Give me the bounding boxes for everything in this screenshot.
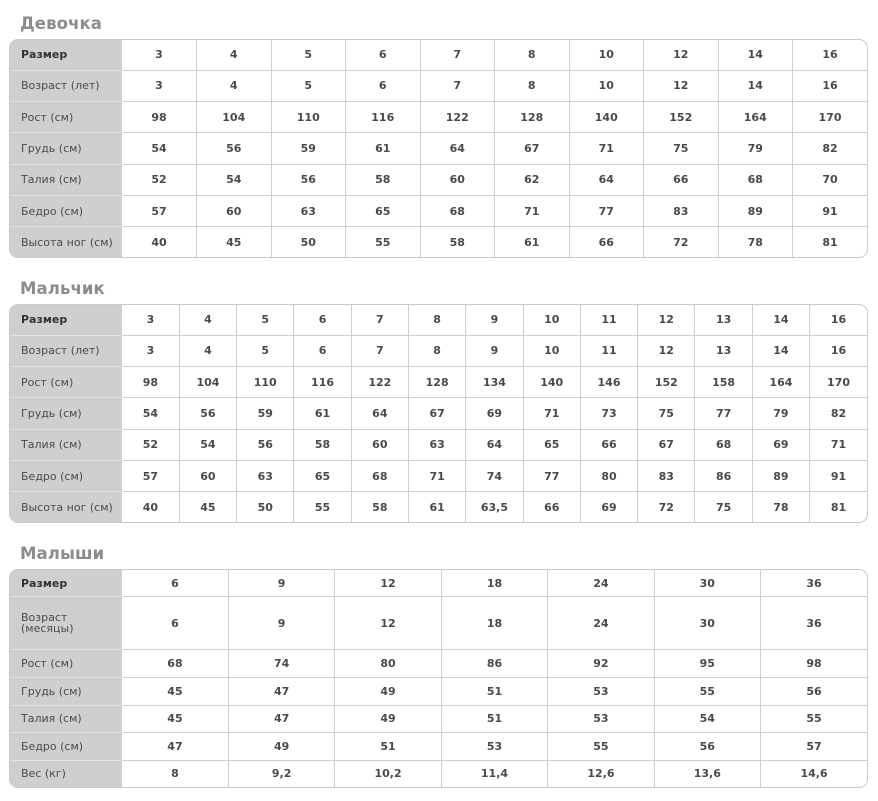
table-cell: 6 <box>346 70 421 101</box>
table-cell: 68 <box>351 461 408 492</box>
row-label: Размер <box>10 305 122 335</box>
table-row <box>10 70 867 101</box>
table-cell: 12 <box>644 70 719 101</box>
size-header-cell: 24 <box>548 570 654 597</box>
table-cell: 98 <box>122 101 197 132</box>
table-cell: 91 <box>793 196 868 227</box>
table-cell: 92 <box>548 650 654 678</box>
table-cell: 89 <box>752 461 809 492</box>
size-table-grid <box>10 570 867 787</box>
table-cell: 81 <box>822 235 838 249</box>
table-cell: 71 <box>810 429 867 460</box>
table-cell: 77 <box>569 196 644 227</box>
table-cell: 63 <box>408 429 465 460</box>
table-cell: 152 <box>644 101 719 132</box>
table-cell: 68 <box>718 164 793 195</box>
table-cell: 61 <box>495 227 570 257</box>
row-label: Рост (см) <box>10 366 122 397</box>
table-cell: 104 <box>179 366 236 397</box>
table-cell: 140 <box>569 101 644 132</box>
table-cell: 55 <box>548 733 654 761</box>
table-cell: 56 <box>237 429 294 460</box>
table-cell: 79 <box>752 398 809 429</box>
table-cell: 16 <box>793 70 868 101</box>
table-cell: 89 <box>718 196 793 227</box>
table-cell: 47 <box>228 705 334 733</box>
table-row <box>10 227 867 257</box>
size-header-cell: 12 <box>335 570 441 597</box>
row-label: Талия (см) <box>10 164 122 195</box>
table-cell: 86 <box>441 650 547 678</box>
table-cell: 158 <box>695 366 752 397</box>
section-title-baby: Малыши <box>20 544 105 563</box>
table-cell: 58 <box>294 429 351 460</box>
row-label: Рост (см) <box>10 650 122 678</box>
table-cell: 45 <box>179 492 236 522</box>
size-header-cell: 18 <box>441 570 547 597</box>
table-cell: 40 <box>122 227 197 257</box>
table-cell: 6 <box>294 335 351 366</box>
table-cell: 77 <box>695 398 752 429</box>
size-table-baby <box>9 569 868 788</box>
table-cell: 14,6 <box>800 767 828 781</box>
table-cell: 55 <box>761 705 867 733</box>
size-header-cell: 14 <box>752 305 809 335</box>
table-cell: 59 <box>271 133 346 164</box>
table-cell: 52 <box>122 164 197 195</box>
table-cell: 65 <box>294 461 351 492</box>
table-cell: 75 <box>644 133 719 164</box>
table-cell: 54 <box>179 429 236 460</box>
table-cell: 56 <box>179 398 236 429</box>
table-cell: 57 <box>122 461 179 492</box>
table-cell: 78 <box>752 492 809 522</box>
table-row <box>10 492 867 522</box>
table-row <box>10 733 867 761</box>
size-header-cell: 8 <box>408 305 465 335</box>
row-label: Возраст (месяцы) <box>10 597 122 650</box>
table-cell: 79 <box>718 133 793 164</box>
table-cell: 5 <box>237 335 294 366</box>
table-cell: 61 <box>294 398 351 429</box>
table-row <box>10 597 867 650</box>
size-header-cell: 3 <box>122 305 179 335</box>
table-cell: 68 <box>695 429 752 460</box>
table-cell: 146 <box>580 366 637 397</box>
size-header-cell: 30 <box>654 570 760 597</box>
table-cell: 7 <box>420 70 495 101</box>
table-cell: 30 <box>654 597 760 650</box>
table-row <box>10 164 867 195</box>
table-cell: 67 <box>495 133 570 164</box>
size-header-cell: 16 <box>810 305 867 335</box>
table-cell: 56 <box>271 164 346 195</box>
table-cell: 128 <box>495 101 570 132</box>
table-cell: 45 <box>197 227 272 257</box>
table-cell: 3 <box>122 70 197 101</box>
row-label: Размер <box>10 40 122 70</box>
table-cell: 71 <box>569 133 644 164</box>
table-row <box>10 196 867 227</box>
size-table-grid <box>10 40 867 257</box>
table-cell: 95 <box>654 650 760 678</box>
table-cell: 61 <box>408 492 465 522</box>
table-cell: 45 <box>122 705 228 733</box>
table-cell: 63,5 <box>466 492 523 522</box>
table-cell: 8 <box>495 70 570 101</box>
size-header-cell: 5 <box>237 305 294 335</box>
table-cell: 71 <box>495 196 570 227</box>
table-cell: 68 <box>420 196 495 227</box>
table-row <box>10 101 867 132</box>
table-cell: 72 <box>638 492 695 522</box>
table-row <box>10 705 867 733</box>
table-cell: 57 <box>761 733 867 761</box>
table-cell: 56 <box>197 133 272 164</box>
table-cell: 80 <box>580 461 637 492</box>
table-header-row <box>10 305 867 335</box>
table-cell: 11 <box>580 335 637 366</box>
table-cell: 13,6 <box>654 760 760 787</box>
size-header-cell: 8 <box>495 40 570 70</box>
table-cell: 61 <box>346 133 421 164</box>
table-cell: 65 <box>523 429 580 460</box>
table-cell: 9 <box>228 597 334 650</box>
table-row <box>10 677 867 705</box>
table-cell: 10 <box>523 335 580 366</box>
size-header-cell: 12 <box>638 305 695 335</box>
table-cell: 7 <box>351 335 408 366</box>
table-cell: 55 <box>654 677 760 705</box>
table-cell: 110 <box>237 366 294 397</box>
size-header-cell: 7 <box>420 40 495 70</box>
table-cell: 68 <box>122 650 228 678</box>
table-cell: 74 <box>228 650 334 678</box>
table-cell: 73 <box>580 398 637 429</box>
table-cell: 64 <box>569 164 644 195</box>
table-row <box>10 650 867 678</box>
size-header-cell: 3 <box>122 40 197 70</box>
size-table-girl <box>9 39 868 258</box>
table-cell: 63 <box>271 196 346 227</box>
table-cell: 66 <box>569 227 644 257</box>
table-cell: 51 <box>441 705 547 733</box>
row-label: Возраст (лет) <box>10 70 122 101</box>
row-label: Бедро (см) <box>10 733 122 761</box>
table-cell: 8 <box>408 335 465 366</box>
table-cell: 49 <box>228 733 334 761</box>
table-cell: 75 <box>695 492 752 522</box>
table-cell: 81 <box>830 500 847 514</box>
table-cell: 55 <box>346 227 421 257</box>
table-cell: 170 <box>810 366 867 397</box>
table-cell: 47 <box>228 677 334 705</box>
table-cell: 55 <box>294 492 351 522</box>
row-label: Грудь (см) <box>10 398 122 429</box>
row-label: Размер <box>10 570 122 597</box>
table-cell: 51 <box>335 733 441 761</box>
table-cell: 69 <box>752 429 809 460</box>
table-cell: 12,6 <box>548 760 654 787</box>
table-row <box>10 366 867 397</box>
table-cell: 116 <box>346 101 421 132</box>
row-label: Бедро (см) <box>10 461 122 492</box>
table-cell: 110 <box>271 101 346 132</box>
row-label: Бедро (см) <box>10 196 122 227</box>
table-cell: 60 <box>197 196 272 227</box>
table-cell: 56 <box>761 677 867 705</box>
table-cell: 54 <box>197 164 272 195</box>
table-cell: 67 <box>408 398 465 429</box>
table-row <box>10 133 867 164</box>
table-cell: 69 <box>466 398 523 429</box>
table-cell: 53 <box>548 677 654 705</box>
table-row <box>10 760 867 787</box>
table-cell: 12 <box>335 597 441 650</box>
table-cell: 60 <box>420 164 495 195</box>
table-cell: 13 <box>695 335 752 366</box>
table-cell: 9,2 <box>228 760 334 787</box>
row-label: Талия (см) <box>10 705 122 733</box>
table-cell: 18 <box>441 597 547 650</box>
table-cell: 122 <box>351 366 408 397</box>
size-header-cell: 6 <box>122 570 228 597</box>
table-cell: 3 <box>122 335 179 366</box>
table-cell: 128 <box>408 366 465 397</box>
size-header-cell: 36 <box>761 570 867 597</box>
table-row <box>10 429 867 460</box>
table-cell: 82 <box>810 398 867 429</box>
table-cell: 52 <box>122 429 179 460</box>
table-cell: 75 <box>638 398 695 429</box>
table-cell: 4 <box>179 335 236 366</box>
table-cell: 74 <box>466 461 523 492</box>
size-header-cell: 12 <box>644 40 719 70</box>
table-cell: 122 <box>420 101 495 132</box>
section-title-boy: Мальчик <box>20 279 105 298</box>
table-cell: 66 <box>580 429 637 460</box>
table-cell: 54 <box>122 398 179 429</box>
size-header-cell: 5 <box>271 40 346 70</box>
size-header-cell: 9 <box>466 305 523 335</box>
row-label: Грудь (см) <box>10 133 122 164</box>
row-label: Возраст (лет) <box>10 335 122 366</box>
table-cell: 60 <box>179 461 236 492</box>
table-cell: 104 <box>197 101 272 132</box>
size-header-cell: 13 <box>695 305 752 335</box>
table-cell: 86 <box>695 461 752 492</box>
table-cell: 9 <box>466 335 523 366</box>
table-cell: 77 <box>523 461 580 492</box>
table-cell: 70 <box>793 164 868 195</box>
table-cell: 58 <box>351 492 408 522</box>
table-cell: 64 <box>420 133 495 164</box>
table-cell: 59 <box>237 398 294 429</box>
row-label: Высота ног (см) <box>10 492 122 522</box>
table-cell: 12 <box>638 335 695 366</box>
table-cell: 134 <box>466 366 523 397</box>
table-cell: 170 <box>793 101 868 132</box>
table-cell: 47 <box>122 733 228 761</box>
table-cell: 152 <box>638 366 695 397</box>
size-header-cell: 16 <box>793 40 868 70</box>
size-table-grid <box>10 305 867 522</box>
table-cell: 80 <box>335 650 441 678</box>
table-cell: 8 <box>122 760 228 787</box>
table-header-row <box>10 570 867 597</box>
table-cell: 91 <box>810 461 867 492</box>
table-cell: 83 <box>638 461 695 492</box>
table-cell: 50 <box>271 227 346 257</box>
table-cell: 16 <box>810 335 867 366</box>
table-cell: 56 <box>654 733 760 761</box>
table-cell: 164 <box>752 366 809 397</box>
table-row <box>10 335 867 366</box>
table-cell: 98 <box>761 650 867 678</box>
row-label: Вес (кг) <box>10 760 122 787</box>
table-cell: 5 <box>271 70 346 101</box>
table-cell: 67 <box>638 429 695 460</box>
row-label: Грудь (см) <box>10 677 122 705</box>
size-header-cell: 14 <box>718 40 793 70</box>
table-cell: 40 <box>122 492 179 522</box>
table-cell: 62 <box>495 164 570 195</box>
size-header-cell: 9 <box>228 570 334 597</box>
table-cell: 63 <box>237 461 294 492</box>
table-cell: 64 <box>466 429 523 460</box>
table-cell: 116 <box>294 366 351 397</box>
size-header-cell: 4 <box>197 40 272 70</box>
section-title-girl: Девочка <box>20 14 103 33</box>
table-cell: 45 <box>122 677 228 705</box>
size-header-cell: 10 <box>569 40 644 70</box>
row-label: Талия (см) <box>10 429 122 460</box>
table-cell: 60 <box>351 429 408 460</box>
table-cell: 78 <box>718 227 793 257</box>
table-cell: 65 <box>346 196 421 227</box>
size-header-cell: 4 <box>179 305 236 335</box>
table-cell: 57 <box>122 196 197 227</box>
table-cell: 140 <box>523 366 580 397</box>
size-header-cell: 7 <box>351 305 408 335</box>
table-cell: 54 <box>654 705 760 733</box>
size-header-cell: 6 <box>294 305 351 335</box>
table-cell: 49 <box>335 705 441 733</box>
table-cell: 64 <box>351 398 408 429</box>
table-cell: 72 <box>644 227 719 257</box>
row-label: Высота ног (см) <box>10 227 122 257</box>
table-cell: 14 <box>752 335 809 366</box>
size-header-cell: 6 <box>346 40 421 70</box>
table-header-row <box>10 40 867 70</box>
table-cell: 50 <box>237 492 294 522</box>
table-cell: 58 <box>420 227 495 257</box>
table-cell: 71 <box>523 398 580 429</box>
table-cell: 164 <box>718 101 793 132</box>
table-cell: 53 <box>441 733 547 761</box>
table-cell: 71 <box>408 461 465 492</box>
table-cell: 51 <box>441 677 547 705</box>
table-cell: 66 <box>644 164 719 195</box>
table-cell: 49 <box>335 677 441 705</box>
table-cell: 10 <box>569 70 644 101</box>
size-header-cell: 11 <box>580 305 637 335</box>
table-cell: 66 <box>523 492 580 522</box>
table-cell: 4 <box>197 70 272 101</box>
table-cell: 82 <box>793 133 868 164</box>
row-label: Рост (см) <box>10 101 122 132</box>
table-cell: 10,2 <box>335 760 441 787</box>
size-table-boy <box>9 304 868 523</box>
size-header-cell: 10 <box>523 305 580 335</box>
table-cell: 98 <box>122 366 179 397</box>
table-cell: 6 <box>122 597 228 650</box>
table-row <box>10 461 867 492</box>
table-cell: 69 <box>580 492 637 522</box>
table-cell: 54 <box>122 133 197 164</box>
table-cell: 36 <box>761 597 867 650</box>
table-row <box>10 398 867 429</box>
table-cell: 58 <box>346 164 421 195</box>
table-cell: 14 <box>718 70 793 101</box>
table-cell: 24 <box>548 597 654 650</box>
table-cell: 11,4 <box>441 760 547 787</box>
table-cell: 53 <box>548 705 654 733</box>
table-cell: 83 <box>644 196 719 227</box>
